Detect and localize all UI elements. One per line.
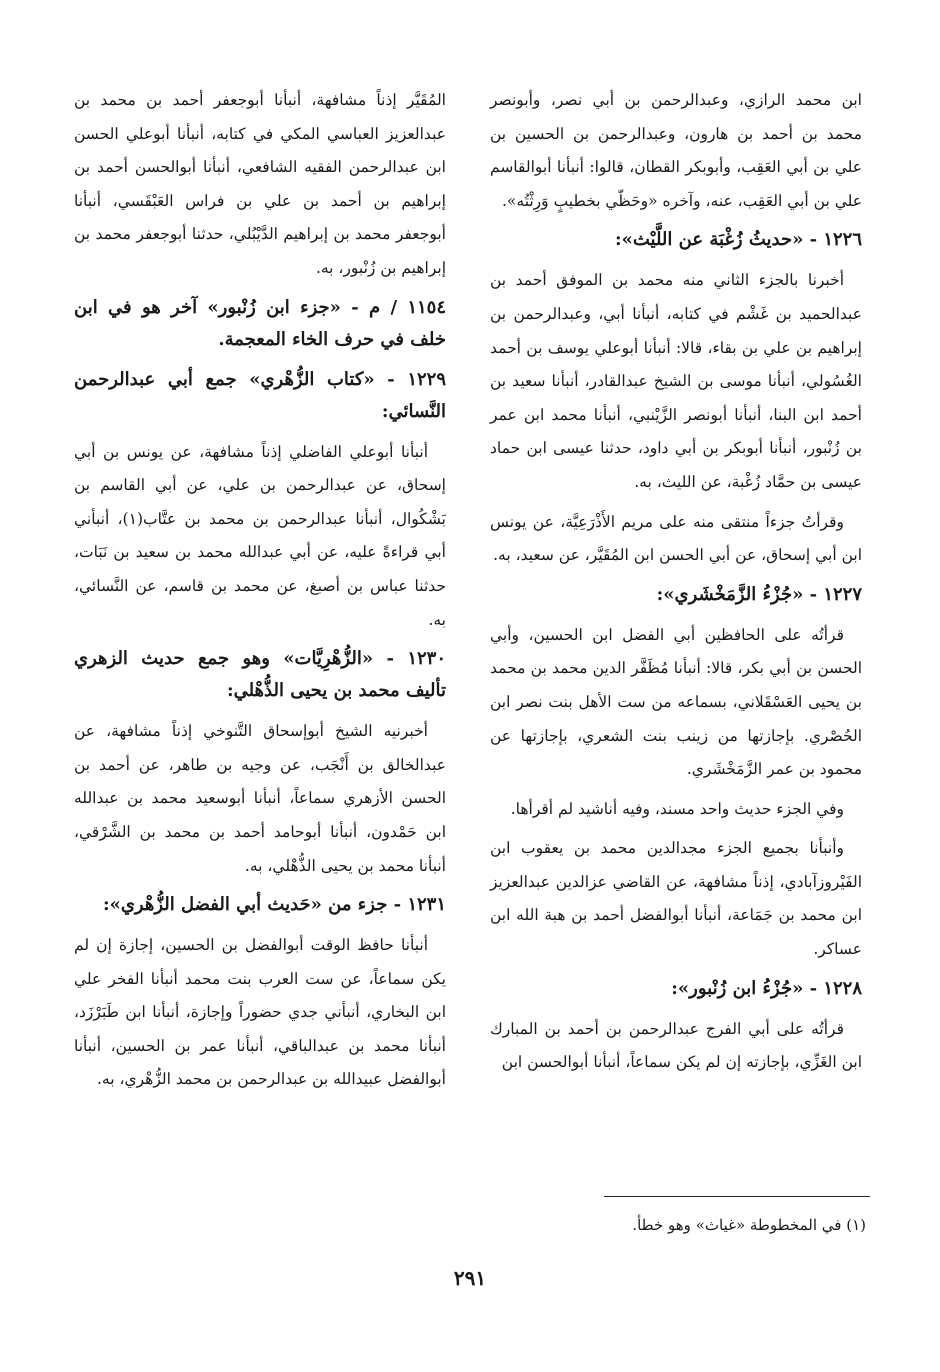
entry-heading-1231: ١٢٣١ - جزء من «حَديث أبي الفضل الزُّهْري»: <box>102 894 446 916</box>
paragraph: قرأتُه على الحافظين أبي الفضل ابن الحسين، وأبي الحسن بن أبي بكر، قالا: أنبأنا مُظَفَّر الدين محمد بن محمد بن يحيى العَسْقَلاني، بسماعه من ست الأهل بنت نصر ابن الحُصْري. بإجازتها من زينب بنت الشعري، بإجازتها عن محمود بن عمر الزَّمَخْشَري. <box>490 625 862 779</box>
paragraph: قرأتُه على أبي الفرج عبدالرحمن بن أحمد بن المبارك ابن الغَزِّي، بإجازته إن لم يكن سماعاً، أنبأنا أبوالحسن ابن <box>490 1019 862 1072</box>
paragraph: وقرأتُ جزءاً منتقى منه على مريم الأَذْرَعِيَّة، عن يونس ابن أبي إسحاق، عن أبي الحسن ابن المُقَيَّر، عن سعيد، به. <box>490 512 862 565</box>
paragraph: أنبأنا أبوعلي الفاضلي إذناً مشافهة، عن يونس بن أبي إسحاق، عن عبدالرحمن بن علي، عن أبي القاسم بن بَشْكُوال، أنبأنا عبدالرحمن بن محمد بن عتَّاب(١)، أنبأني أبي قراءةً عليه، عن أبي عبدالله محمد بن سعيد بن نَبَات، حدثنا عباس بن أصبغ، عن محمد بن قاسم، عن النَّسائي، به. <box>74 442 446 629</box>
right-column <box>490 84 862 1086</box>
entry-heading-1230: ١٢٣٠ - «الزُّهْرِيَّات» وهو جمع حديث الزهري تأليف محمد بن يحيى الذُّهْلي: <box>74 648 446 702</box>
entry-heading-1228: ١٢٢٨ - «جُزْءُ ابن زُنْبور»: <box>671 977 862 999</box>
footnote-divider <box>604 1196 870 1197</box>
entry-heading-1227: ١٢٢٧ - «جُزْءُ الزَّمَخْشَري»: <box>656 583 862 605</box>
paragraph: أخبرنيه الشيخ أبوإسحاق التَّنوخي إذناً مشافهة، عن عبدالخالق بن أَنْجَب، عن وجيه بن طاهر، عن أحمد بن الحسن الأزهري سماعاً، أنبأنا أبوسعيد محمد بن عبدالله ابن حَمْدون، أنبأنا أبوحامد أحمد بن محمد بن الشَّرْقي، أنبأنا محمد بن يحيى الذُّهْلي، به. <box>74 722 446 875</box>
paragraph: أخبرنا بالجزء الثاني منه محمد بن الموفق أحمد بن عبدالحميد بن غَشْم في كتابه، أنبأنا أبي، وعبدالرحمن بن إبراهيم بن علي بن بقاء، قالا: أنبأنا أبوعلي يوسف بن أحمد الغُسُولي، أنبأنا موسى بن الشيخ عبدالقادر، أنبأنا سعيد بن أحمد ابن البنا، أنبأنا أبونصر الزَّيْنبي، أنبأنا محمد ابن عمر بن زُنْبور، أنبأنا أبوبكر بن أبي داود، حدثنا عيسى ابن حماد عيسى بن حمَّاد زُغْبة، عن الليث، به. <box>490 271 862 491</box>
entry-heading-1154: ١١٥٤ / م - «جزء ابن زُنْبور» آخر هو في ابن خلف في حرف الخاء المعجمة. <box>74 296 446 350</box>
paragraph: وفي الجزء حديث واحد مسند، وفيه أناشيد لم أقرأها. <box>510 799 844 818</box>
paragraph: أنبأنا حافظ الوقت أبوالفضل بن الحسين، إجازة إن لم يكن سماعاً، عن ست العرب بنت محمد أنبأنا الفخر علي ابن البخاري، أنبأني جدي حضوراً وإجازة، أنبأنا ابن طَبَرْزَد، أنبأنا محمد بن عبدالباقي، أنبأنا عمر بن الحسين، أنبأنا أبوالفضل عبيدالله بن عبدالرحمن بن محمد الزُّهْري، به. <box>74 936 446 1089</box>
paragraph: المُقَيَّر إذناً مشافهة، أنبأنا أبوجعفر أحمد بن محمد بن عبدالعزيز العباسي المكي في كتابه، أنبأنا أبوعلي الحسن ابن عبدالرحمن الفقيه الشافعي، أنبأنا أبوالحسن أحمد بن إبراهيم بن أحمد بن علي بن فراس العَبْقَسي، أنبأنا أبوجعفر محمد بن إبراهيم الدَّيْبُلي، حدثنا أبوجعفر محمد بن إبراهيم بن زُنْبور، به. <box>74 91 446 277</box>
page-number: ٢٩١ <box>453 1266 487 1290</box>
paragraph: ابن محمد الرازي، وعبدالرحمن بن أبي نصر، وأبونصر محمد بن أحمد بن هارون، وعبدالرحمن بن الحسين بن علي بن أبي العَقِب، وأبوبكر القطان، قالوا: أنبأنا أبوالقاسم علي بن أبي العَقِب، عنه، وآخره «وحَظّي بخطيبٍ وَرِثْتُه». <box>490 91 862 210</box>
footnote: (١) في المخطوطة «غياث» وهو خطأ. <box>632 1216 866 1234</box>
entry-heading-1226: ١٢٢٦ - «حديثُ زُغْبَة عن اللَّيْث»: <box>614 229 862 251</box>
entry-heading-1229: ١٢٢٩ - «كتاب الزُّهْري» جمع أبي عبدالرحمن النَّسائي: <box>74 368 446 422</box>
paragraph: وأنبأنا بجميع الجزء مجدالدين محمد بن يعقوب ابن الفَيْروزآبادي، إذناً مشافهة، عن القاضي عزالدين عبدالعزيز ابن محمد بن جَمَاعة، أنبأنا أبوالفضل أحمد بن هبة الله ابن عساكر. <box>490 839 862 959</box>
left-column <box>74 84 446 1103</box>
